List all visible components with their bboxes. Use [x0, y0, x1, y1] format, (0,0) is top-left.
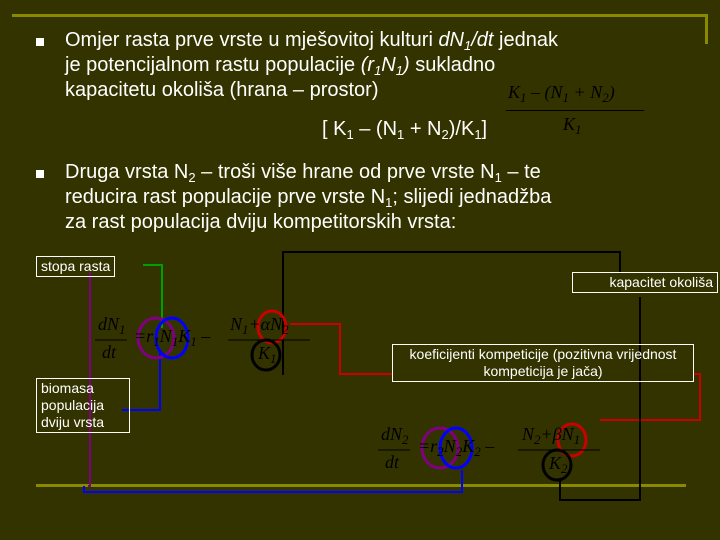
bullet-2-line-3: za rast populacija dviju kompetitorskih vrsta:: [65, 211, 457, 233]
eq1-dt: dt: [102, 342, 117, 362]
eq2-den: $K_2$: [549, 453, 568, 476]
eq1-dn: $dN_1$: [98, 314, 126, 337]
eq2-dt: dt: [385, 452, 400, 472]
bullet-1-line-1: Omjer rasta prve vrste u mješovitoj kulturi $dN_1/dt$ jednak: [65, 29, 558, 53]
label-biomasa: biomasa populacija dviju vrsta: [36, 378, 130, 433]
formula-line: [ $K_1 - (N_1 + N_2)/K_1$]: [322, 118, 488, 142]
bullet-2-line-2: reducira rast populacije prve vrste $N_1$; slijedi jednadžba: [65, 186, 552, 210]
bullet-1-line-2: je potencijalnom rastu populacije $(r_1N_1)$ sukladno: [65, 54, 496, 78]
eq1-num: $N_1+\alpha N_2$: [230, 314, 289, 337]
fraction-denominator: $K_1$: [563, 114, 582, 137]
fraction-numerator: $K_1 - (N_1 + N_2)$: [508, 82, 615, 105]
bullet-2-line-1: Druga vrsta $N_2$ – troši više hrane od prve vrste $N_1$ – te: [65, 161, 541, 185]
eq2-dn: $dN_2$: [381, 424, 409, 447]
label-stopa-rasta: stopa rasta: [36, 256, 115, 277]
eq1-den: $K_1$: [258, 343, 277, 366]
eq1-rhs: $=r_1N_1K_1$ –: [134, 326, 211, 349]
eq2-num: $N_2+\beta N_1$: [522, 424, 581, 447]
label-kapacitet-okolisa: kapacitet okoliša: [572, 272, 718, 293]
label-koeficijenti: koeficijenti kompeticije (pozitivna vrijednost kompeticija je jača): [392, 344, 694, 382]
eq2-rhs: $=r_2N_2K_2$ –: [418, 436, 495, 459]
bullet-1-line-3: kapacitetu okoliša (hrana – prostor): [65, 79, 379, 101]
